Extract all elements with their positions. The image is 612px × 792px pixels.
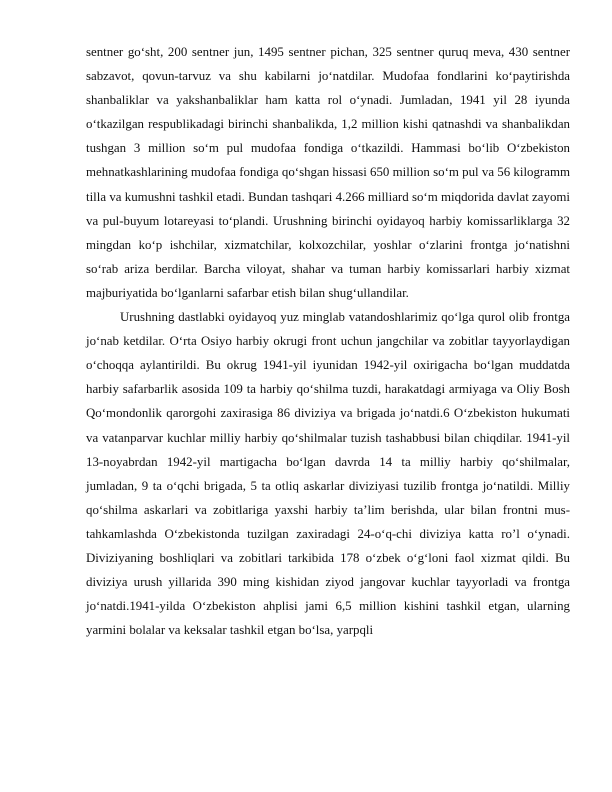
paragraph-2: Urushning dastlabki oyidayoq yuz minglab vatandoshlarimiz qo‘lga qurol olib frontga jo‘nab ketdilar. O‘rta Osiyo harbiy okrugi front uchun jangchilar va zobitlar tayyorlaydigan o‘choqqa aylantirildi. Bu okrug 1941-yil iyunidan 1942-yil oxirigacha bo‘lgan muddatda harbiy safarbarlik asosida 109 ta harbiy qo‘shilma tuzdi, harakatdagi armiyaga va Oliy Bosh Qo‘mondonlik qarorgohi zaxirasiga 86 diviziya va brigada jo‘natdi.6 O‘zbekiston hukumati va vatanparvar kuchlar milliy harbiy qo‘shilmalar tuzish tashabbusi bilan chiqdilar. 1941-yil 13-noyabrdan 1942-yil martigacha bo‘lgan davrda 14 ta milliy harbiy qo‘shilmalar, jumladan, 9 ta o‘qchi brigada, 5 ta otliq askarlar diviziyasi tuzilib frontga jo‘natildi. Milliy qo‘shilma askarlari va zobitlariga yaxshi harbiy ta’lim berishda, ular bilan frontni mus-tahkamlashda O‘zbekistonda tuzilgan zaxiradagi 24-o‘q-chi diviziya katta ro’l o‘ynadi. Diviziyaning boshliqlari va zobitlari tarkibida 178 o‘zbek o‘g‘loni faol xizmat qildi. Bu diviziya urush yillarida 390 ming kishidan ziyod jangovar kuchlar tayyorladi va frontga jo‘natdi.1941-yilda O‘zbekiston ahplisi jami 6,5 million kishini tashkil etgan, ularning yarmini bolalar va keksalar tashkil etgan bo‘lsa, yarpqli xyxy=(86,310,570,638)
paragraph-1: sentner go‘sht, 200 sentner jun, 1495 sentner pichan, 325 sentner quruq meva, 430 sentner sabzavot, qovun-tarvuz va shu kabilarni jo‘natdilar. Mudofaa fondlarini ko‘paytirishda shanbaliklar va yakshanbaliklar ham katta rol o‘ynadi. Jumladan, 1941 yil 28 iyunda o‘tkazilgan respublikadagi birinchi shanbalikda, 1,2 million kishi qatnashdi va shanbalikdan tushgan 3 million so‘m pul mudofaa fondiga o‘tkazildi. Hammasi bo‘lib O‘zbekiston mehnatkashlarining mudofaa fondiga qo‘shgan hissasi 650 million so‘m pul va 56 kilogramm tilla va kumushni tashkil etadi. Bundan tashqari 4.266 milliard so‘m miqdorida davlat zayomi va pul-buyum lotareyasi to‘plandi. Urushning birinchi oyidayoq harbiy komissarliklarga 32 mingdan ko‘p ishchilar, xizmatchilar, kolxozchilar, yoshlar o‘zlarini frontga jo‘natishni so‘rab ariza berdilar. Barcha viloyat, shahar va tuman harbiy komissarlari harbiy xizmat majburiyatida bo‘lganlarni safarbar etish bilan shug‘ullandilar. xyxy=(86,45,570,300)
document-body xyxy=(86,40,570,642)
